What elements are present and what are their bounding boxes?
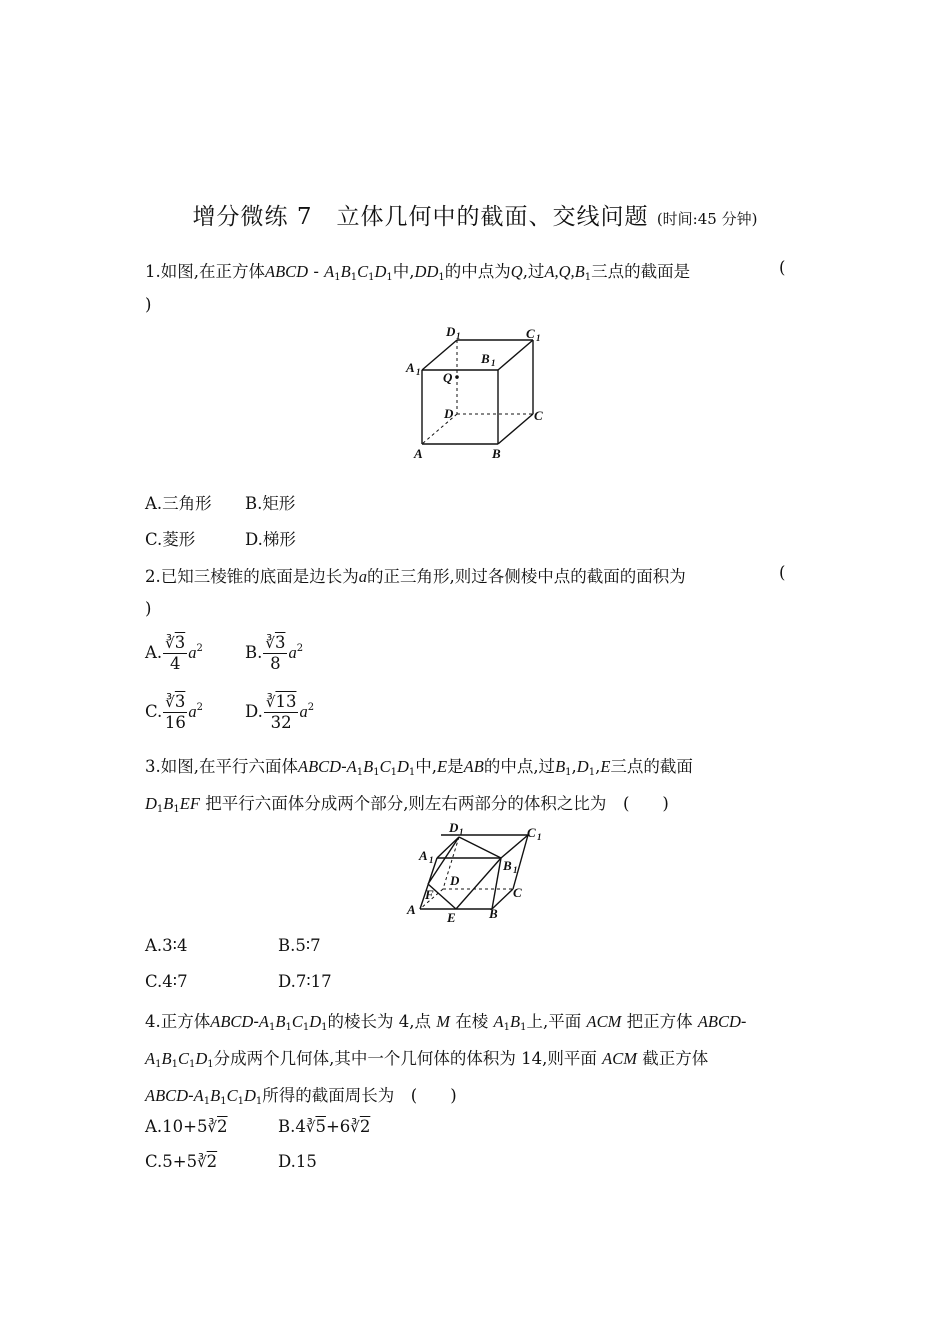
- q3-option-d[interactable]: D.7∶17: [278, 972, 332, 991]
- label-e: E: [447, 910, 456, 925]
- label-c1: C: [527, 825, 536, 840]
- q3-option-b[interactable]: B.5∶7: [278, 936, 321, 955]
- question-1-text: 1.如图,在正方体ABCD - $A_1B_1C_1D_1$中$,DD_1$的中点为Q,过$A,Q,B_1$三点的截面是: [145, 262, 691, 283]
- question-1-paren-close: ): [145, 295, 152, 314]
- question-2-paren-close: ): [145, 599, 152, 618]
- q2-option-d[interactable]: D. $\frac{∛13}{32}$ $a^2$: [245, 692, 315, 732]
- q1-option-c[interactable]: C.菱形: [145, 530, 196, 549]
- label-c: C: [534, 408, 543, 423]
- label-d1: D: [449, 820, 459, 835]
- label-c1: C: [526, 326, 535, 341]
- label-c: C: [513, 885, 522, 900]
- title-main: 增分微练 7 立体几何中的截面、交线问题: [192, 204, 649, 230]
- svg-text:1: 1: [416, 367, 421, 377]
- question-4-text-line1: 4.正方体ABCD-$A_1B_1C_1D_1$的棱长为 4,点 M 在棱 $A_1B_1$上,平面 ACM 把正方体 ABCD-: [145, 1012, 747, 1033]
- q2-option-b[interactable]: B. $\frac{∛3}{8}$ $a^2$: [245, 633, 304, 673]
- figure-parallelepiped: [405, 818, 555, 926]
- q1-option-d[interactable]: D.梯形: [245, 530, 296, 549]
- q2-option-c[interactable]: C. $\frac{∛3}{16}$ $a^2$: [145, 692, 203, 732]
- q2-option-a[interactable]: A. $\frac{∛3}{4}$ $a^2$: [145, 633, 203, 673]
- label-f: F: [425, 887, 434, 902]
- label-d: D: [444, 406, 454, 421]
- label-b: B: [492, 446, 501, 461]
- title-time: (时间:45 分钟): [656, 210, 758, 228]
- label-b: B: [489, 906, 498, 921]
- label-a1: A: [406, 360, 415, 375]
- q4-option-b[interactable]: B.4∛5+6∛2: [278, 1117, 371, 1136]
- q4-option-c[interactable]: C.5+5∛2: [145, 1152, 218, 1171]
- question-3-text-line2: $D_1B_1EF$ 把平行六面体分成两个部分,则左右两部分的体积之比为 ( ): [145, 794, 669, 815]
- question-2-paren-open: (: [779, 563, 786, 582]
- question-1-paren-open: (: [779, 258, 786, 277]
- svg-text:1: 1: [456, 331, 461, 341]
- q3-option-a[interactable]: A.3∶4: [145, 936, 188, 955]
- label-a: A: [407, 902, 416, 917]
- q4-option-a[interactable]: A.10+5∛2: [145, 1117, 228, 1136]
- question-4-text-line3: ABCD-$A_1B_1C_1D_1$所得的截面周长为 ( ): [145, 1086, 457, 1107]
- label-b1: B: [481, 351, 490, 366]
- label-a: A: [414, 446, 423, 461]
- q1-option-b[interactable]: B.矩形: [245, 494, 296, 513]
- svg-text:1: 1: [491, 358, 496, 368]
- svg-text:1: 1: [536, 333, 541, 343]
- label-b1: B: [503, 858, 512, 873]
- figure-cube: [400, 322, 560, 464]
- svg-text:1: 1: [429, 855, 434, 865]
- q4-option-d[interactable]: D.15: [278, 1152, 317, 1171]
- q3-option-c[interactable]: C.4∶7: [145, 972, 188, 991]
- page-title: [0, 198, 950, 231]
- question-3-text-line1: 3.如图,在平行六面体ABCD-$A_1B_1C_1D_1$中,E是AB的中点,过$B_1,D_1,E$三点的截面: [145, 757, 693, 778]
- label-d1: D: [446, 324, 456, 339]
- point-q: [455, 375, 459, 379]
- q1-option-a[interactable]: A.三角形: [145, 494, 212, 513]
- label-q: Q: [443, 370, 453, 385]
- label-d: D: [450, 873, 460, 888]
- label-a1: A: [419, 848, 428, 863]
- svg-text:1: 1: [459, 827, 464, 837]
- question-4-text-line2: $A_1B_1C_1D_1$分成两个几何体,其中一个几何体的体积为 14,则平面 ACM 截正方体: [145, 1049, 709, 1070]
- svg-text:1: 1: [537, 832, 542, 842]
- svg-text:1: 1: [513, 865, 518, 875]
- question-2-text: 2.已知三棱锥的底面是边长为a的正三角形,则过各侧棱中点的截面的面积为: [145, 567, 686, 586]
